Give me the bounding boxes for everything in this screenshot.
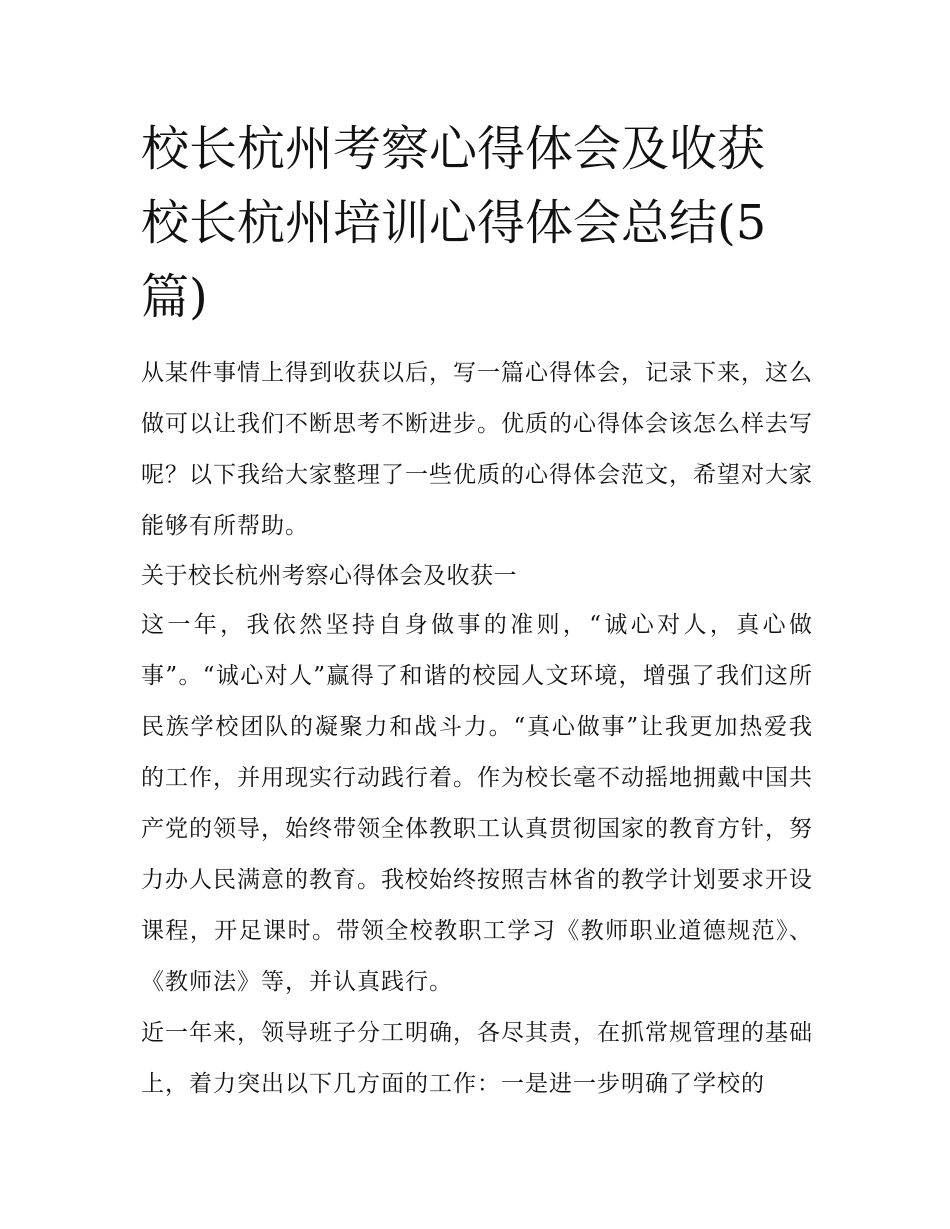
section-heading: 关于校长杭州考察心得体会及收获一	[141, 563, 517, 589]
document-body	[141, 348, 813, 1110]
body-paragraph-2: 近一年来，领导班子分工明确，各尽其责，在抓常规管理的基础上，着力突出以下几方面的工作：一是进一步明确了学校的	[141, 1020, 813, 1097]
intro-paragraph: 从某件事情上得到收获以后，写一篇心得体会，记录下来，这么做可以让我们不断思考不断进步。优质的心得体会该怎么样去写呢？以下我给大家整理了一些优质的心得体会范文，希望对大家能够有所帮助。	[141, 360, 813, 539]
document-title: 校长杭州考察心得体会及收获 校长杭州培训心得体会总结(5篇)	[141, 121, 767, 325]
body-paragraph-1: 这一年，我依然坚持自身做事的准则，“诚心对人，真心做事”。“诚心对人”赢得了和谐的校园人文环境，增强了我们这所民族学校团队的凝聚力和战斗力。“真心做事”让我更加热爱我的工作，并用现实行动践行着。作为校长毫不动摇地拥戴中国共产党的领导，始终带领全体教职工认真贯彻国家的教育方针，努力办人民满意的教育。我校始终按照吉林省的教学计划要求开设课程，开足课时。带领全校教职工学习《教师职业道德规范》、《教师法》等，并认真践行。	[141, 612, 813, 995]
document-page	[141, 112, 813, 1110]
